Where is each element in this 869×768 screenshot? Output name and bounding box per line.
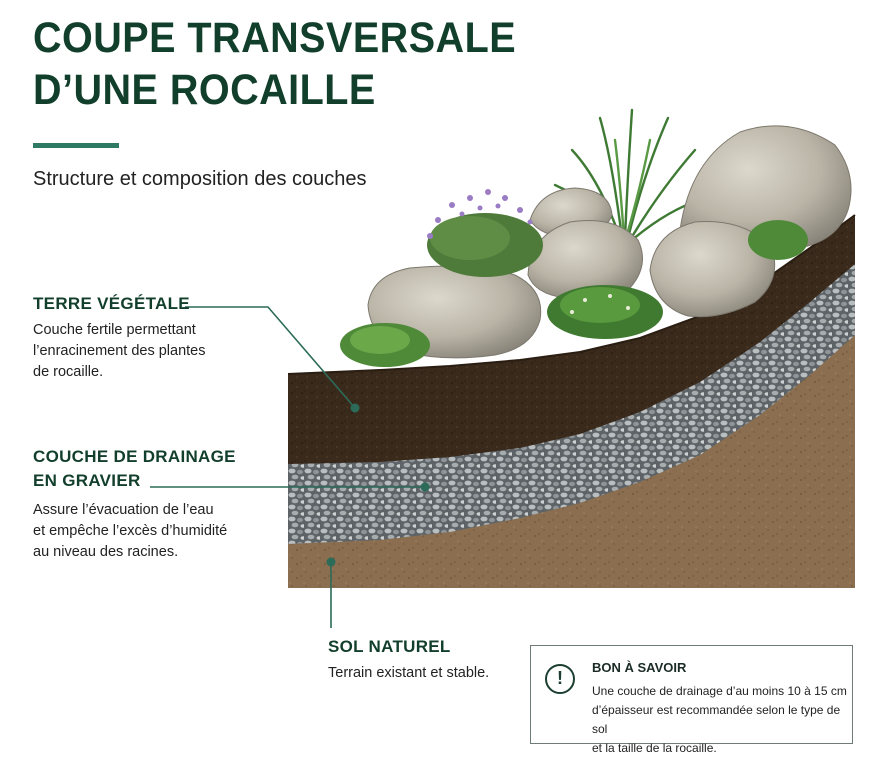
exclamation-icon: ! [545,664,575,694]
gravel-title [33,445,236,493]
shrub-front-center [547,285,663,339]
gravel-desc-line: et empêche l’excès d’humidité [33,523,228,539]
topsoil-desc-line: Couche fertile permettant [33,322,196,338]
info-text-line: et la taille de la rocaille. [592,741,717,755]
lavender-shrub [427,189,543,277]
page-subtitle: Structure et composition des couches [33,168,367,190]
gravel-title-line: COUCHE DE DRAINAGE [33,447,236,466]
gravel-desc-line: Assure l’évacuation de l’eau [33,502,214,518]
info-box-text [592,682,852,758]
natural-soil-description: Terrain existant et stable. [328,665,490,681]
topsoil-desc-line: l’enracinement des plantes [33,343,206,359]
topsoil-description [33,320,206,383]
shrub-right-edge [748,220,808,260]
leader-dot-gravel [421,483,430,492]
gravel-desc-line: au niveau des racines. [33,544,179,560]
leader-dot-topsoil [351,404,360,413]
info-box [530,645,853,755]
info-box-title: BON À SAVOIR [592,660,687,675]
gravel-title-line: EN GRAVIER [33,471,141,490]
gravel-description [33,500,227,563]
shrub-front-left [340,323,430,367]
title-line-2: D’UNE ROCAILLE [33,66,376,114]
topsoil-title: TERRE VÉGÉTALE [33,294,190,313]
topsoil-desc-line: de rocaille. [33,364,104,380]
info-text-line: Une couche de drainage d’au moins 10 à 15 cm [592,684,847,698]
title-line-1: COUPE TRANSVERSALE [33,14,517,62]
natural-soil-title: SOL NATUREL [328,637,451,656]
leader-dot-natural-soil [327,558,336,567]
info-text-line: d’épaisseur est recommandée selon le type de sol [592,703,841,736]
